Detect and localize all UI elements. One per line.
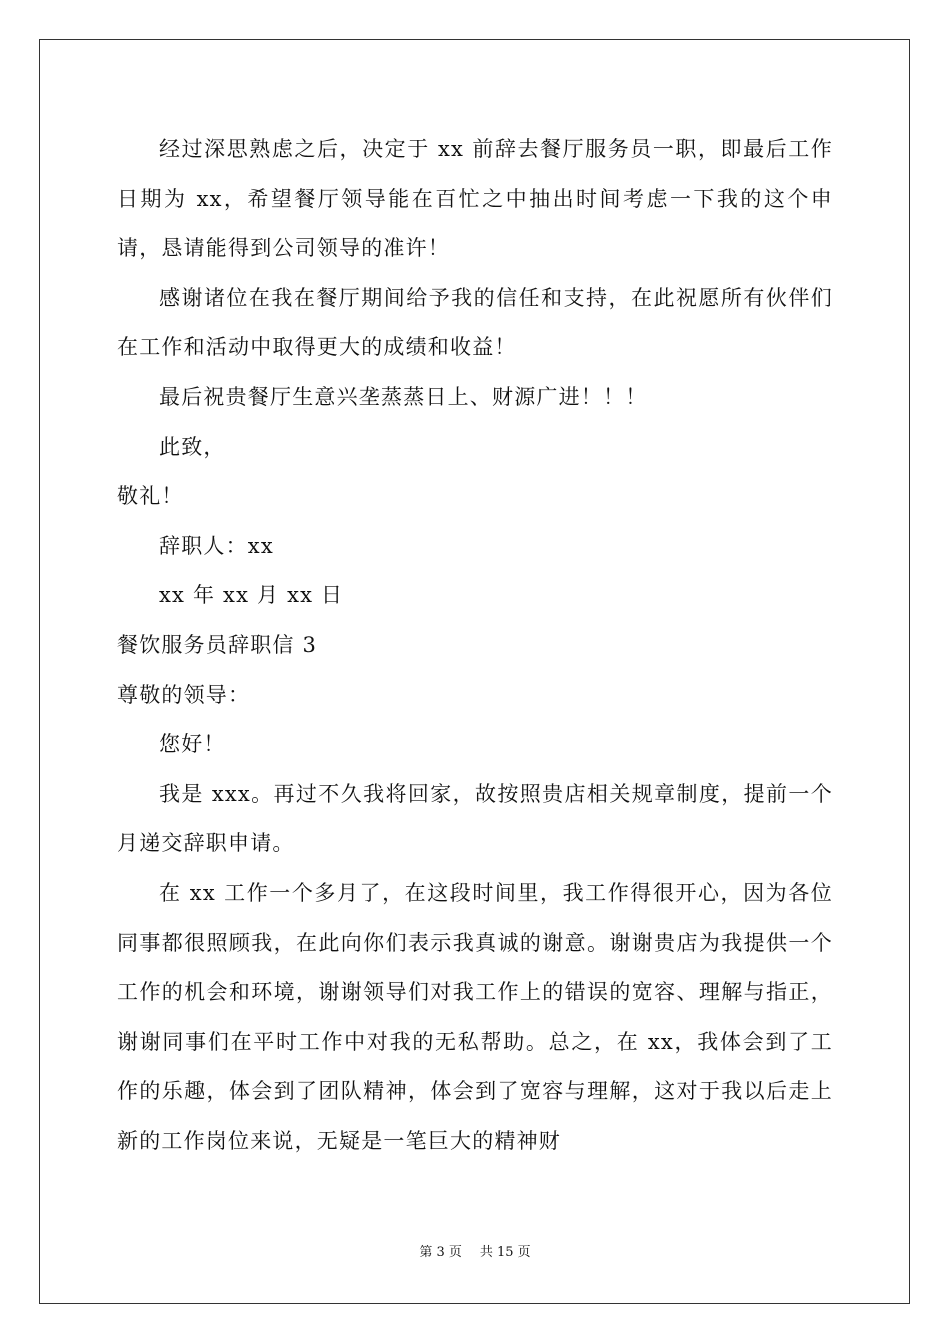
closing-regards: 敬礼！ (117, 484, 184, 509)
page-footer (0, 1243, 950, 1263)
letter-greeting: 尊敬的领导： (117, 682, 251, 707)
paragraph-thanks: 在 xx 工作一个多月了，在这段时间里，我工作得很开心，因为各位同事都很照顾我，在此向你们表示我真诚的谢意。谢谢贵店为我提供一个工作的机会和环境，谢谢领导们对我工作上的错误的宽容、理解与指正，谢谢同事们在平时工作中对我的无私帮助。总之，在 xx，我体会到了工作的乐趣，体会到了团队精神，体会到了宽容与理解，这对于我以后走上新的工作岗位来说，无疑是一笔巨大的精神财 (117, 880, 833, 1153)
total-page-count: 共 15 页 (479, 1245, 531, 1260)
document-body (117, 125, 833, 1166)
date-line: xx 年 xx 月 xx 日 (159, 583, 344, 608)
paragraph-3: 最后祝贵餐厅生意兴垄蒸蒸日上、财源广进！！！ (159, 384, 648, 409)
letter-hello: 您好！ (159, 732, 226, 757)
section-title: 餐饮服务员辞职信 3 (117, 632, 318, 657)
signer-line: 辞职人：xx (159, 533, 274, 558)
paragraph-intro: 我是 xxx。再过不久我将回家，故按照贵店相关规章制度，提前一个月递交辞职申请。 (117, 781, 833, 856)
current-page-number: 第 3 页 (419, 1245, 462, 1260)
paragraph-2: 感谢诸位在我在餐厅期间给予我的信任和支持，在此祝愿所有伙伴们在工作和活动中取得更大的成绩和收益！ (117, 285, 833, 360)
paragraph-1: 经过深思熟虑之后，决定于 xx 前辞去餐厅服务员一职，即最后工作日期为 xx，希望餐厅领导能在百忙之中抽出时间考虑一下我的这个申请，恳请能得到公司领导的准许！ (117, 137, 833, 261)
closing-salutation: 此致， (159, 434, 226, 459)
